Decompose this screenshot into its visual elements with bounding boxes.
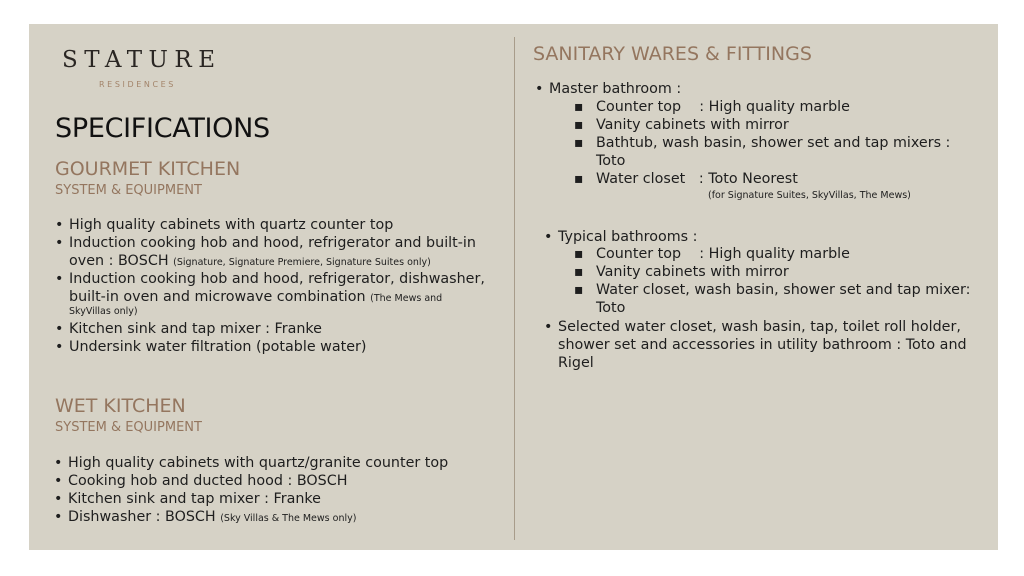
wet-kitchen-subheading: SYSTEM & EQUIPMENT	[55, 420, 202, 435]
list-item: • Induction cooking hob and hood, refrigerator, dishwasher,	[69, 270, 485, 288]
list-item: • Master bathroom :	[549, 80, 681, 98]
footnote: (The Mews and	[370, 293, 443, 304]
sub-list-item: ▪ Water closet : Toto Neorest	[596, 170, 798, 188]
sub-list-item-continuation: Toto	[596, 300, 626, 316]
gourmet-kitchen-subheading: SYSTEM & EQUIPMENT	[55, 183, 202, 198]
sub-list-item: ▪ Vanity cabinets with mirror	[596, 263, 789, 281]
footnote: (Signature, Signature Premiere, Signature Suites only)	[173, 257, 431, 268]
list-item: • Dishwasher : BOSCH (Sky Villas & The Mews only)	[68, 508, 356, 528]
list-item: • High quality cabinets with quartz counter top	[69, 216, 393, 234]
list-item: • Kitchen sink and tap mixer : Franke	[69, 320, 322, 338]
list-item-continuation: built-in oven and microwave combination (The Mews and	[69, 289, 443, 305]
brand-logo: STATURE	[62, 47, 222, 73]
gourmet-kitchen-heading: GOURMET KITCHEN	[55, 158, 241, 180]
sanitary-heading: SANITARY WARES & FITTINGS	[533, 43, 812, 65]
list-item-continuation: oven : BOSCH (Signature, Signature Premiere, Signature Suites only)	[69, 253, 431, 269]
sub-list-item: ▪ Counter top : High quality marble	[596, 245, 850, 263]
list-item: • Kitchen sink and tap mixer : Franke	[68, 490, 321, 508]
footnote: SkyVillas only)	[69, 306, 138, 317]
sub-list-item: ▪ Vanity cabinets with mirror	[596, 116, 789, 134]
list-item-continuation: Rigel	[558, 355, 594, 371]
list-item: • Typical bathrooms :	[558, 228, 697, 246]
wet-kitchen-heading: WET KITCHEN	[55, 395, 186, 417]
list-item: • Induction cooking hob and hood, refrigerator and built-in	[69, 234, 476, 252]
list-item: • Undersink water filtration (potable water)	[69, 338, 366, 356]
page-title: SPECIFICATIONS	[55, 113, 270, 144]
list-item-continuation: shower set and accessories in utility bathroom : Toto and	[558, 337, 967, 353]
column-divider	[514, 37, 515, 540]
sub-list-item: ▪ Bathtub, wash basin, shower set and tap mixers :	[596, 134, 950, 152]
footnote: (for Signature Suites, SkyVillas, The Mews)	[708, 190, 911, 201]
sub-list-item: ▪ Water closet, wash basin, shower set and tap mixer:	[596, 281, 970, 299]
brand-subtitle: RESIDENCES	[99, 80, 176, 89]
list-item: • High quality cabinets with quartz/granite counter top	[68, 454, 448, 472]
sub-list-item: ▪ Counter top : High quality marble	[596, 98, 850, 116]
footnote: (Sky Villas & The Mews only)	[220, 513, 357, 524]
sub-list-item-continuation: Toto	[596, 153, 626, 169]
list-item: • Selected water closet, wash basin, tap, toilet roll holder,	[558, 318, 961, 336]
list-item: • Cooking hob and ducted hood : BOSCH	[68, 472, 347, 490]
